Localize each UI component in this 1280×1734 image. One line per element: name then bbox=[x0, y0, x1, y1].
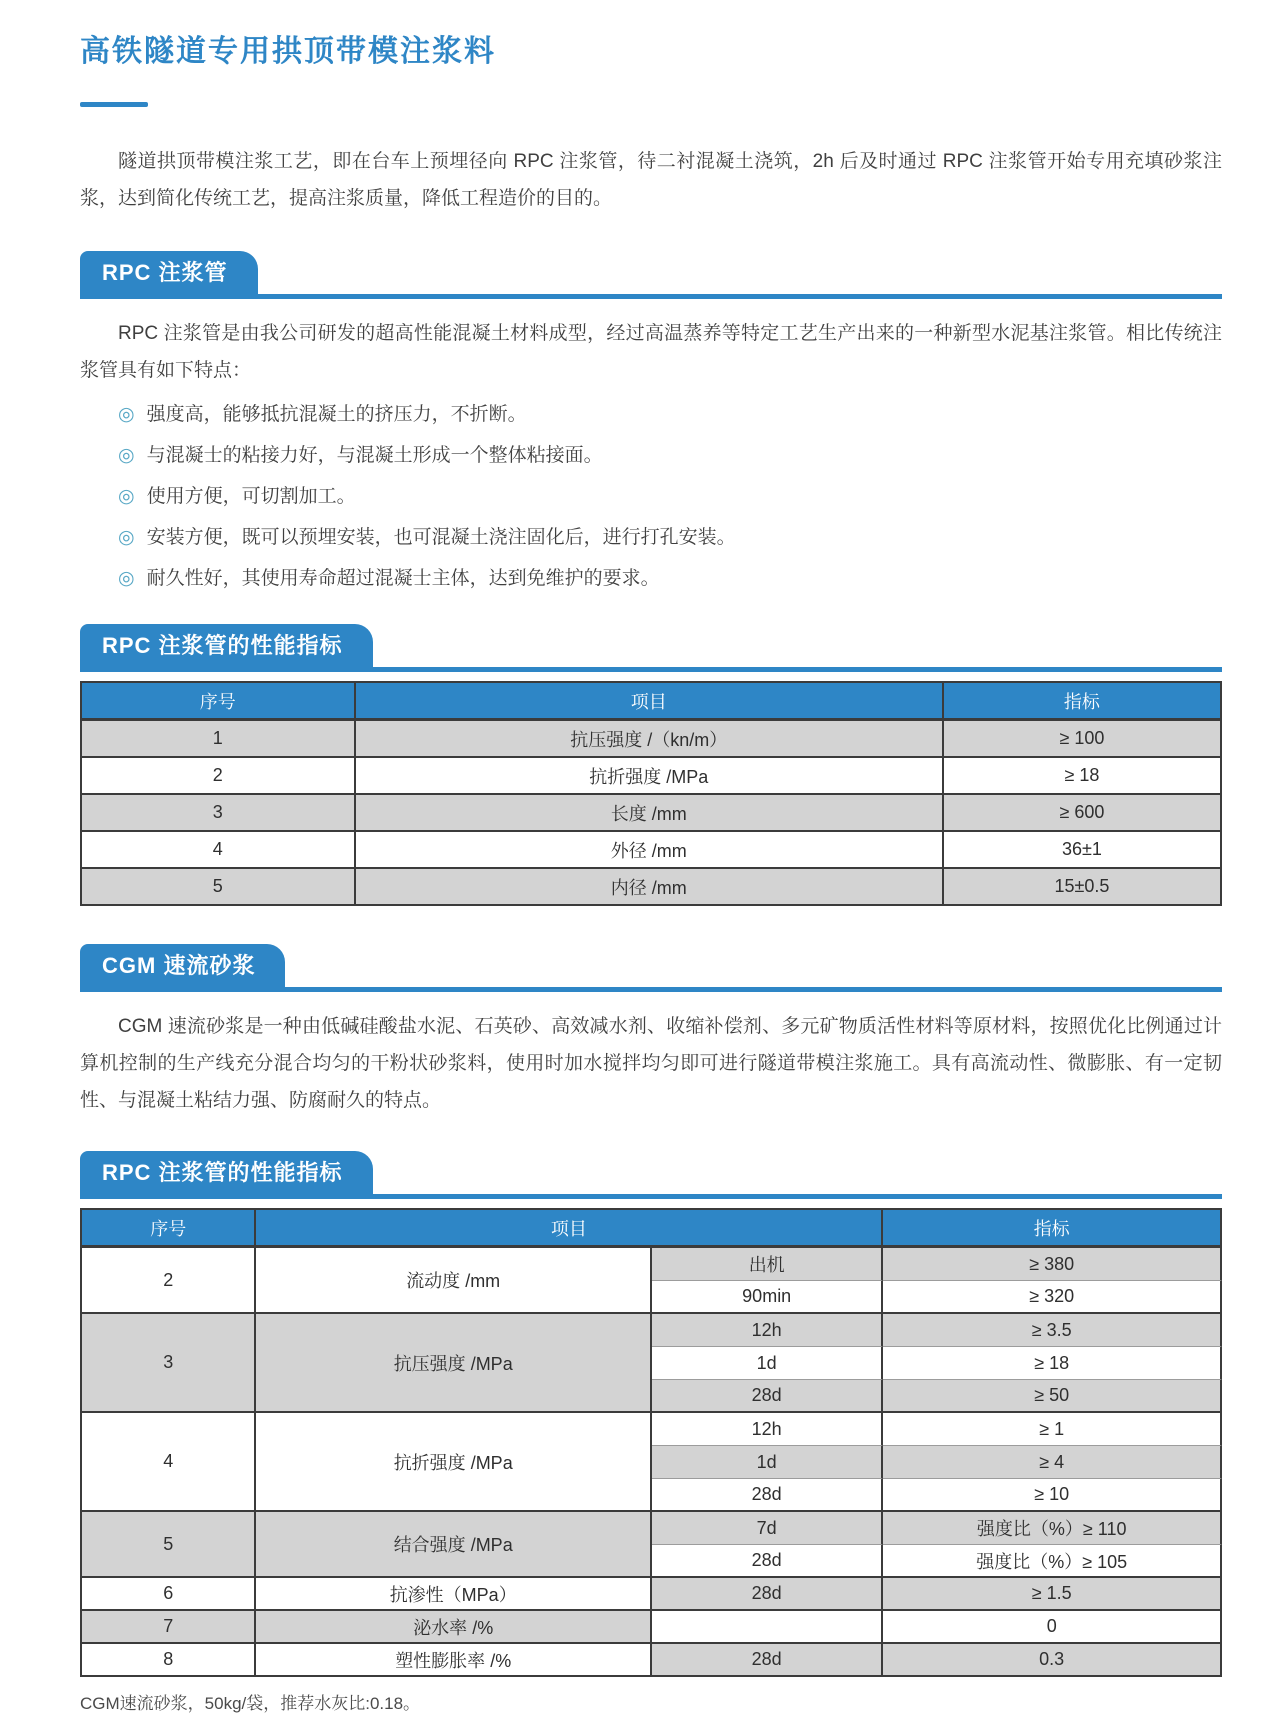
value-cell: ≥ 4 bbox=[883, 1446, 1222, 1479]
condition-cell: 28d bbox=[652, 1545, 883, 1578]
condition-cell: 出机 bbox=[652, 1248, 883, 1281]
value-cell: ≥ 600 bbox=[944, 795, 1222, 832]
section-tab-cgm-mortar: CGM 速流砂浆 bbox=[80, 944, 285, 987]
rpc-pipe-paragraph: RPC 注浆管是由我公司研发的超高性能混凝土材料成型，经过高温蒸养等特定工艺生产出来的一种新型水泥基注浆管。相比传统注浆管具有如下特点： bbox=[80, 323, 1222, 381]
condition-cell: 1d bbox=[652, 1446, 883, 1479]
section-header-rpc-pipe bbox=[80, 251, 1222, 299]
table-row bbox=[82, 1512, 1222, 1545]
section-tab-rpc-pipe: RPC 注浆管 bbox=[80, 251, 258, 294]
feature-text: 与混凝士的粘接力好，与混凝土形成一个整体粘接面。 bbox=[146, 445, 603, 466]
section-header-cgm-mortar bbox=[80, 944, 1222, 992]
page-title: 高铁隧道专用拱顶带模注浆料 bbox=[80, 35, 496, 68]
table-row bbox=[82, 1248, 1222, 1281]
table-row bbox=[82, 795, 1222, 832]
value-cell: ≥ 3.5 bbox=[883, 1314, 1222, 1347]
item-cell: 抗渗性（MPa） bbox=[256, 1578, 652, 1611]
item-cell: 内径 /mm bbox=[356, 869, 944, 906]
double-circle-bullet-icon: ◎ bbox=[118, 568, 135, 589]
column-header-value: 指标 bbox=[944, 683, 1222, 721]
condition-cell: 90min bbox=[652, 1281, 883, 1314]
row-number-cell: 1 bbox=[82, 721, 356, 758]
value-cell: 强度比（%）≥ 105 bbox=[883, 1545, 1222, 1578]
item-cell: 抗折强度 /MPa bbox=[256, 1413, 652, 1512]
condition-cell: 28d bbox=[652, 1578, 883, 1611]
condition-cell: 28d bbox=[652, 1644, 883, 1677]
condition-cell: 12h bbox=[652, 1413, 883, 1446]
value-cell: ≥ 320 bbox=[883, 1281, 1222, 1314]
item-cell: 外径 /mm bbox=[356, 832, 944, 869]
condition-cell: 1d bbox=[652, 1347, 883, 1380]
title-underline-rule bbox=[80, 102, 148, 107]
value-cell: 0 bbox=[883, 1611, 1222, 1644]
cgm-paragraph: CGM 速流砂浆是一种由低碱硅酸盐水泥、石英砂、高效减水剂、收缩补偿剂、多元矿物质活性材料等原材料，按照优化比例通过计算机控制的生产线充分混合均匀的干粉状砂浆料，使用时加水搅拌均匀即可进行隧道带模注浆施工。具有高流动性、微膨胀、有一定韧性、与混凝土粘结力强、防腐耐久的特点。 bbox=[80, 1016, 1222, 1111]
feature-text: 强度高，能够抵抗混凝土的挤压力，不折断。 bbox=[146, 404, 527, 425]
row-number-cell: 6 bbox=[82, 1578, 256, 1611]
table-row bbox=[82, 1578, 1222, 1611]
value-cell: ≥ 1 bbox=[883, 1413, 1222, 1446]
feature-text: 耐久性好，其使用寿命超过混凝士主体，达到免维护的要求。 bbox=[146, 568, 660, 589]
row-number-cell: 4 bbox=[82, 1413, 256, 1512]
feature-list bbox=[118, 400, 1222, 594]
table-row bbox=[82, 758, 1222, 795]
column-header-item: 项目 bbox=[256, 1210, 883, 1248]
feature-item bbox=[118, 482, 1222, 512]
value-cell: ≥ 50 bbox=[883, 1380, 1222, 1413]
value-cell: 36±1 bbox=[944, 832, 1222, 869]
feature-item bbox=[118, 523, 1222, 553]
intro-paragraph: 隧道拱顶带模注浆工艺，即在台车上预埋径向 RPC 注浆管，待二衬混凝土浇筑，2h 后及时通过 RPC 注浆管开始专用充填砂浆注浆，达到简化传统工艺，提高注浆质量，降低工程造价的目的。 bbox=[80, 151, 1222, 209]
footnote: CGM速流砂浆，50kg/袋，推荐水灰比:0.18。 bbox=[80, 1694, 421, 1713]
table-row bbox=[82, 832, 1222, 869]
value-cell: ≥ 10 bbox=[883, 1479, 1222, 1512]
condition-cell: 7d bbox=[652, 1512, 883, 1545]
column-header-value: 指标 bbox=[883, 1210, 1222, 1248]
table-header-row bbox=[82, 683, 1222, 721]
item-cell: 抗压强度 /（kn/m） bbox=[356, 721, 944, 758]
section-tab-rpc-performance: RPC 注浆管的性能指标 bbox=[80, 624, 373, 667]
table-row bbox=[82, 1611, 1222, 1644]
row-number-cell: 2 bbox=[82, 758, 356, 795]
condition-cell: 28d bbox=[652, 1380, 883, 1413]
section-tab-mortar-performance: RPC 注浆管的性能指标 bbox=[80, 1151, 373, 1194]
feature-item bbox=[118, 441, 1222, 471]
value-cell: ≥ 18 bbox=[883, 1347, 1222, 1380]
column-header-item: 项目 bbox=[356, 683, 944, 721]
row-number-cell: 3 bbox=[82, 795, 356, 832]
value-cell: ≥ 1.5 bbox=[883, 1578, 1222, 1611]
condition-cell: 12h bbox=[652, 1314, 883, 1347]
double-circle-bullet-icon: ◎ bbox=[118, 527, 135, 548]
item-cell: 抗折强度 /MPa bbox=[356, 758, 944, 795]
condition-cell bbox=[652, 1611, 883, 1644]
double-circle-bullet-icon: ◎ bbox=[118, 404, 135, 425]
value-cell: ≥ 18 bbox=[944, 758, 1222, 795]
row-number-cell: 2 bbox=[82, 1248, 256, 1314]
table-row bbox=[82, 1314, 1222, 1347]
table-row bbox=[82, 1413, 1222, 1446]
table-row bbox=[82, 1644, 1222, 1677]
value-cell: 15±0.5 bbox=[944, 869, 1222, 906]
value-cell: 0.3 bbox=[883, 1644, 1222, 1677]
double-circle-bullet-icon: ◎ bbox=[118, 486, 135, 507]
item-cell: 泌水率 /% bbox=[256, 1611, 652, 1644]
row-number-cell: 3 bbox=[82, 1314, 256, 1413]
item-cell: 长度 /mm bbox=[356, 795, 944, 832]
row-number-cell: 4 bbox=[82, 832, 356, 869]
item-cell: 塑性膨胀率 /% bbox=[256, 1644, 652, 1677]
value-cell: 强度比（%）≥ 110 bbox=[883, 1512, 1222, 1545]
feature-text: 使用方便，可切割加工。 bbox=[146, 486, 356, 507]
value-cell: ≥ 380 bbox=[883, 1248, 1222, 1281]
feature-item bbox=[118, 400, 1222, 430]
rpc-performance-table bbox=[80, 681, 1222, 906]
feature-item bbox=[118, 564, 1222, 594]
row-number-cell: 5 bbox=[82, 869, 356, 906]
feature-text: 安装方便，既可以预埋安装，也可混凝土浇注固化后，进行打孔安装。 bbox=[146, 527, 736, 548]
table-header-row bbox=[82, 1210, 1222, 1248]
row-number-cell: 8 bbox=[82, 1644, 256, 1677]
column-header-number: 序号 bbox=[82, 1210, 256, 1248]
double-circle-bullet-icon: ◎ bbox=[118, 445, 135, 466]
row-number-cell: 5 bbox=[82, 1512, 256, 1578]
row-number-cell: 7 bbox=[82, 1611, 256, 1644]
mortar-performance-table bbox=[80, 1208, 1222, 1677]
condition-cell: 28d bbox=[652, 1479, 883, 1512]
item-cell: 流动度 /mm bbox=[256, 1248, 652, 1314]
section-header-mortar-performance bbox=[80, 1151, 1222, 1199]
item-cell: 抗压强度 /MPa bbox=[256, 1314, 652, 1413]
section-header-rpc-performance bbox=[80, 624, 1222, 672]
column-header-number: 序号 bbox=[82, 683, 356, 721]
table-row bbox=[82, 721, 1222, 758]
value-cell: ≥ 100 bbox=[944, 721, 1222, 758]
table-row bbox=[82, 869, 1222, 906]
item-cell: 结合强度 /MPa bbox=[256, 1512, 652, 1578]
